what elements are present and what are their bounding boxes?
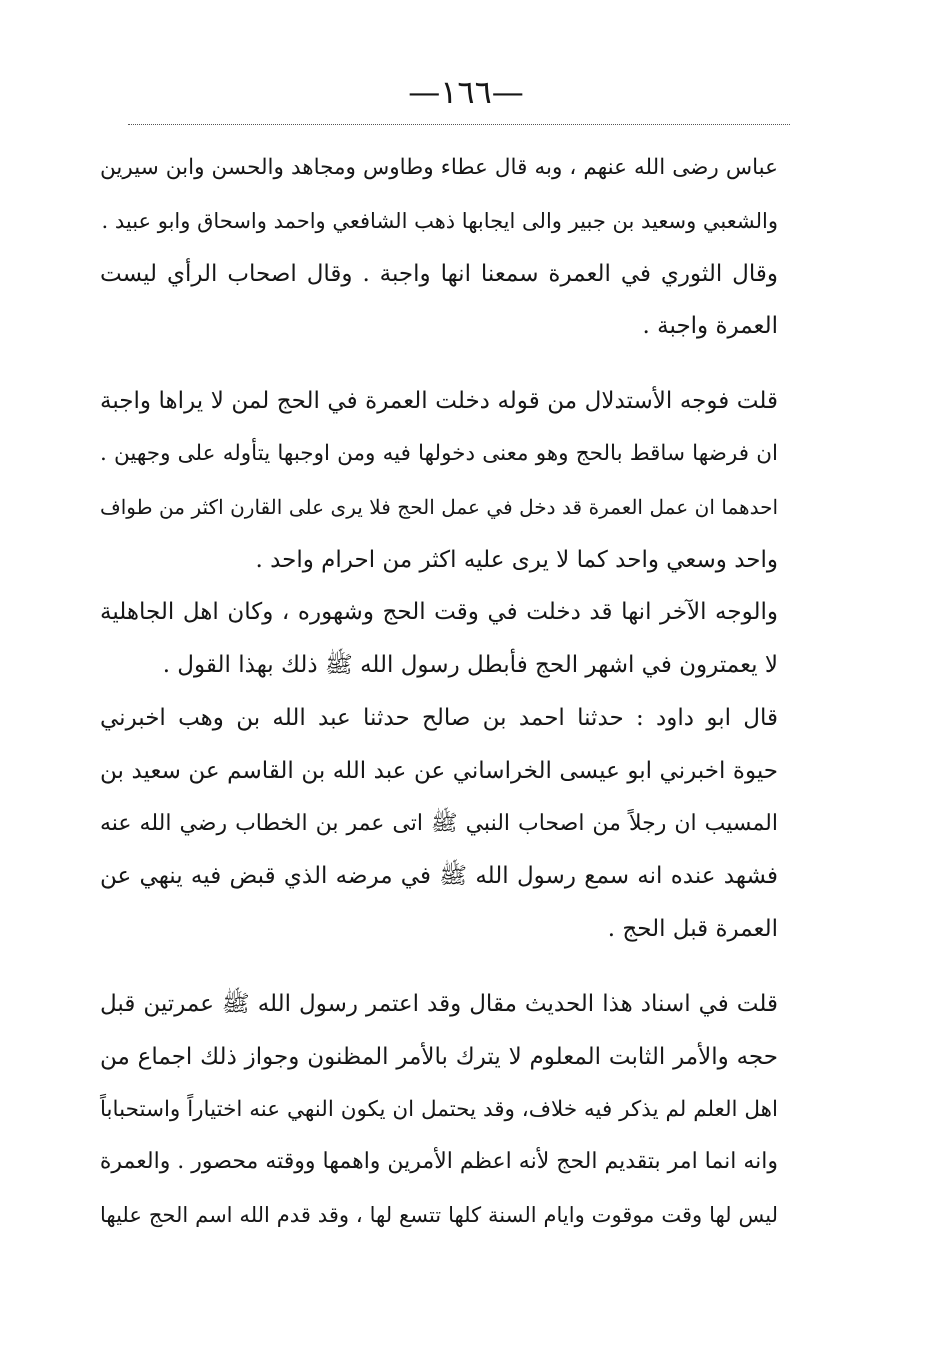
text-line: قلت فوجه الأستدلال من قوله دخلت العمرة في الحج لمن لا يراها واجبة [100,388,778,415]
text-line: ليس لها وقت موقوت وايام السنة كلها تتسع لها ، وقد قدم الله اسم الحج عليها [100,1203,778,1228]
text-line: عباس رضى الله عنهم ، وبه قال عطاء وطاوس ومجاهد والحسن وابن سيرين [100,155,778,180]
page-number: —١٦٦— [408,73,524,111]
paragraph-1 [100,142,778,248]
text-line: ان فرضها ساقط بالحج وهو معنى دخولها فيه ومن اوجبها يتأوله على وجهين . [100,440,778,466]
text-line: لا يعمترون في اشهر الحج فأبطل رسول الله ﷺ ذلك بهذا القول . [162,652,778,679]
text-line: العمرة قبل الحج . [607,916,778,943]
text-line: والشعبي وسعيد بن جبير والى ايجابها ذهب الشافعي واحمد واسحاق وابو عبيد . [101,208,778,233]
header-divider [128,124,790,125]
body-text [100,142,778,1242]
paragraph-5 [100,692,778,956]
text-line: قلت في اسناد هذا الحديث مقال وقد اعتمر رسول الله ﷺ عمرتين قبل [100,990,778,1017]
text-line: اهل العلم لم يذكر فيه خلاف، وقد يحتمل ان يكون النهي عنه اختياراً واستحباباً [100,1096,778,1122]
text-line: احدهما ان عمل العمرة قد دخل في عمل الحج فلا يرى على القارن اكثر من طواف [100,494,778,519]
text-line: العمرة واجبة . [642,313,778,340]
text-line: وانه انما امر بتقديم الحج لأنه اعظم الأمرين واهمها ووقته محصور . والعمرة [99,1149,778,1175]
text-line: وقال الثوري في العمرة سمعنا انها واجبة . وقال اصحاب الرأي ليست [100,260,778,287]
paragraph-3 [100,375,778,586]
text-line: والوجه الآخر انها قد دخلت في وقت الحج وشهوره ، وكان اهل الجاهلية [100,599,778,626]
paragraph-2 [100,248,778,354]
text-line: حيوة اخبرني ابو عيسى الخراساني عن عبد الله بن القاسم عن سعيد بن [100,757,778,784]
text-line: فشهد عنده انه سمع رسول الله ﷺ في مرضه الذي قبض فيه ينهي عن [100,863,778,890]
text-line: المسيب ان رجلاً من اصحاب النبي ﷺ اتى عمر بن الخطاب رضي الله عنه [100,810,778,836]
paragraph-4 [100,586,778,692]
text-line: واحد وسعي واحد كما لا يرى عليه اكثر من احرام واحد . [255,546,778,573]
text-line: حجه والأمر الثابت المعلوم لا يترك بالأمر المظنون وجواز ذلك اجماع من [100,1043,778,1070]
text-line: قال ابو داود : حدثنا احمد بن صالح حدثنا عبد الله بن وهب اخبرني [100,704,778,731]
paragraph-6 [100,978,778,1242]
